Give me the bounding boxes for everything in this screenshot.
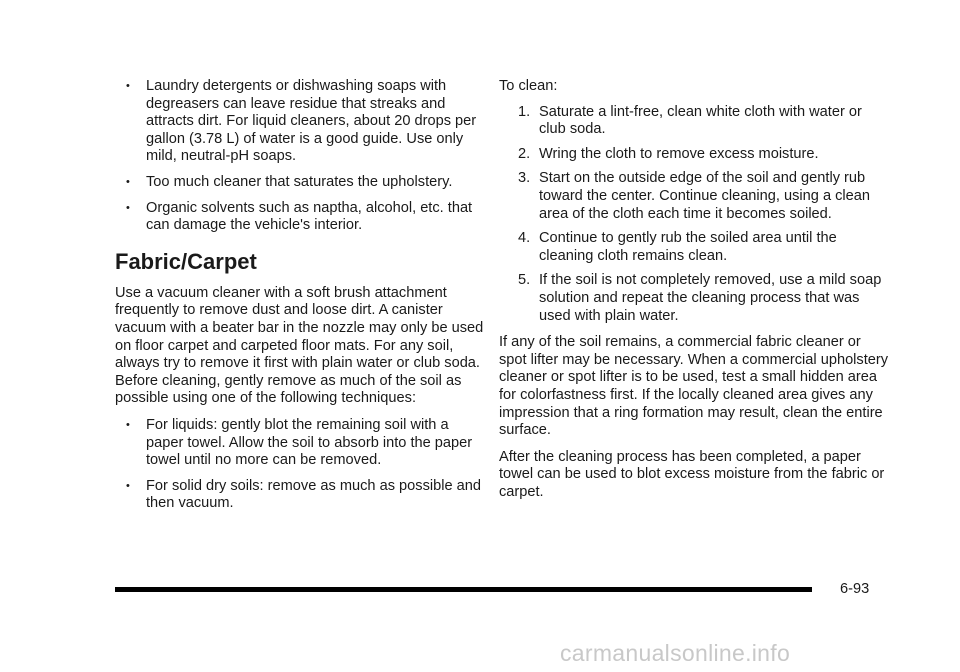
step-text: Wring the cloth to remove excess moisture.	[539, 145, 819, 162]
step-text: If the soil is not completely removed, use a mild soap solution and repeat the cleaning process that was used with plain water.	[539, 272, 882, 324]
step-number: 5.	[518, 272, 531, 289]
list-item	[115, 417, 487, 470]
step-item	[499, 170, 889, 223]
list-item-text: For liquids: gently blot the remaining soil with a paper towel. Allow the soil to absorb into the paper towel until no more can be removed.	[146, 416, 473, 469]
step-text: Continue to gently rub the soiled area until the cleaning cloth remains clean.	[539, 230, 837, 264]
left-column	[115, 78, 487, 521]
step-number: 2.	[518, 145, 531, 162]
bullet-dot-icon: •	[126, 80, 130, 92]
bullet-dot-icon: •	[126, 201, 130, 214]
cleaning-steps-list	[499, 104, 889, 326]
technique-list	[115, 417, 487, 513]
watermark: carmanualsonline.info	[560, 640, 791, 666]
to-clean-label: To clean:	[499, 78, 558, 94]
bullet-dot-icon: •	[126, 418, 130, 431]
list-item-text: Too much cleaner that saturates the upholstery.	[146, 173, 453, 190]
list-item-text: Organic solvents such as naptha, alcohol, etc. that can damage the vehicle's interior.	[146, 199, 473, 234]
step-item	[499, 104, 889, 139]
step-item	[499, 272, 889, 325]
section-heading: Fabric/Carpet	[115, 248, 257, 274]
list-item	[115, 478, 487, 513]
cleaner-warning-list	[115, 78, 487, 235]
step-item	[499, 146, 889, 164]
list-item	[115, 200, 487, 235]
blot-moisture-paragraph: After the cleaning process has been completed, a paper towel can be used to blot excess moisture from the fabric or carpet.	[499, 448, 885, 500]
list-item	[115, 174, 487, 192]
step-text: Start on the outside edge of the soil and gently rub toward the center. Continue cleaning, using a clean area of the cloth each time it becomes soiled.	[539, 170, 871, 222]
page-number: 6-93	[840, 581, 870, 597]
step-number: 4.	[518, 230, 531, 247]
bullet-dot-icon: •	[126, 479, 130, 492]
step-number: 1.	[518, 103, 531, 120]
list-item	[115, 78, 487, 166]
step-text: Saturate a lint-free, clean white cloth with water or club soda.	[539, 103, 862, 138]
step-item	[499, 230, 889, 265]
step-number: 3.	[518, 170, 531, 187]
bullet-dot-icon: •	[126, 175, 130, 188]
list-item-text: For solid dry soils: remove as much as possible and then vacuum.	[146, 477, 481, 512]
list-item-text: Laundry detergents or dishwashing soaps with degreasers can leave residue that streaks and attracts dirt. For liquid cleaners, about 20 drops per gallon (3.78 L) of water is a good guide. Use only mild, neutral-pH soaps.	[146, 78, 477, 165]
fabric-carpet-paragraph: Use a vacuum cleaner with a soft brush attachment frequently to remove dust and loose dirt. A canister vacuum with a beater bar in the nozzle may only be used on floor carpet and carpeted floor mats. For any soil, always try to remove it first with plain water or club soda. Before cleaning, gently remove as much of the soil as possible using one of the following techniques:	[115, 284, 484, 407]
commercial-cleaner-paragraph: If any of the soil remains, a commercial fabric cleaner or spot lifter may be necessary. When a commercial upholstery cleaner or spot lifter is to be used, test a small hidden area for colorfastness first. If the locally cleaned area gives any impression that a ring formation may result, clean the entire surface.	[499, 334, 889, 439]
right-column	[499, 78, 889, 510]
footer-rule	[115, 587, 812, 592]
